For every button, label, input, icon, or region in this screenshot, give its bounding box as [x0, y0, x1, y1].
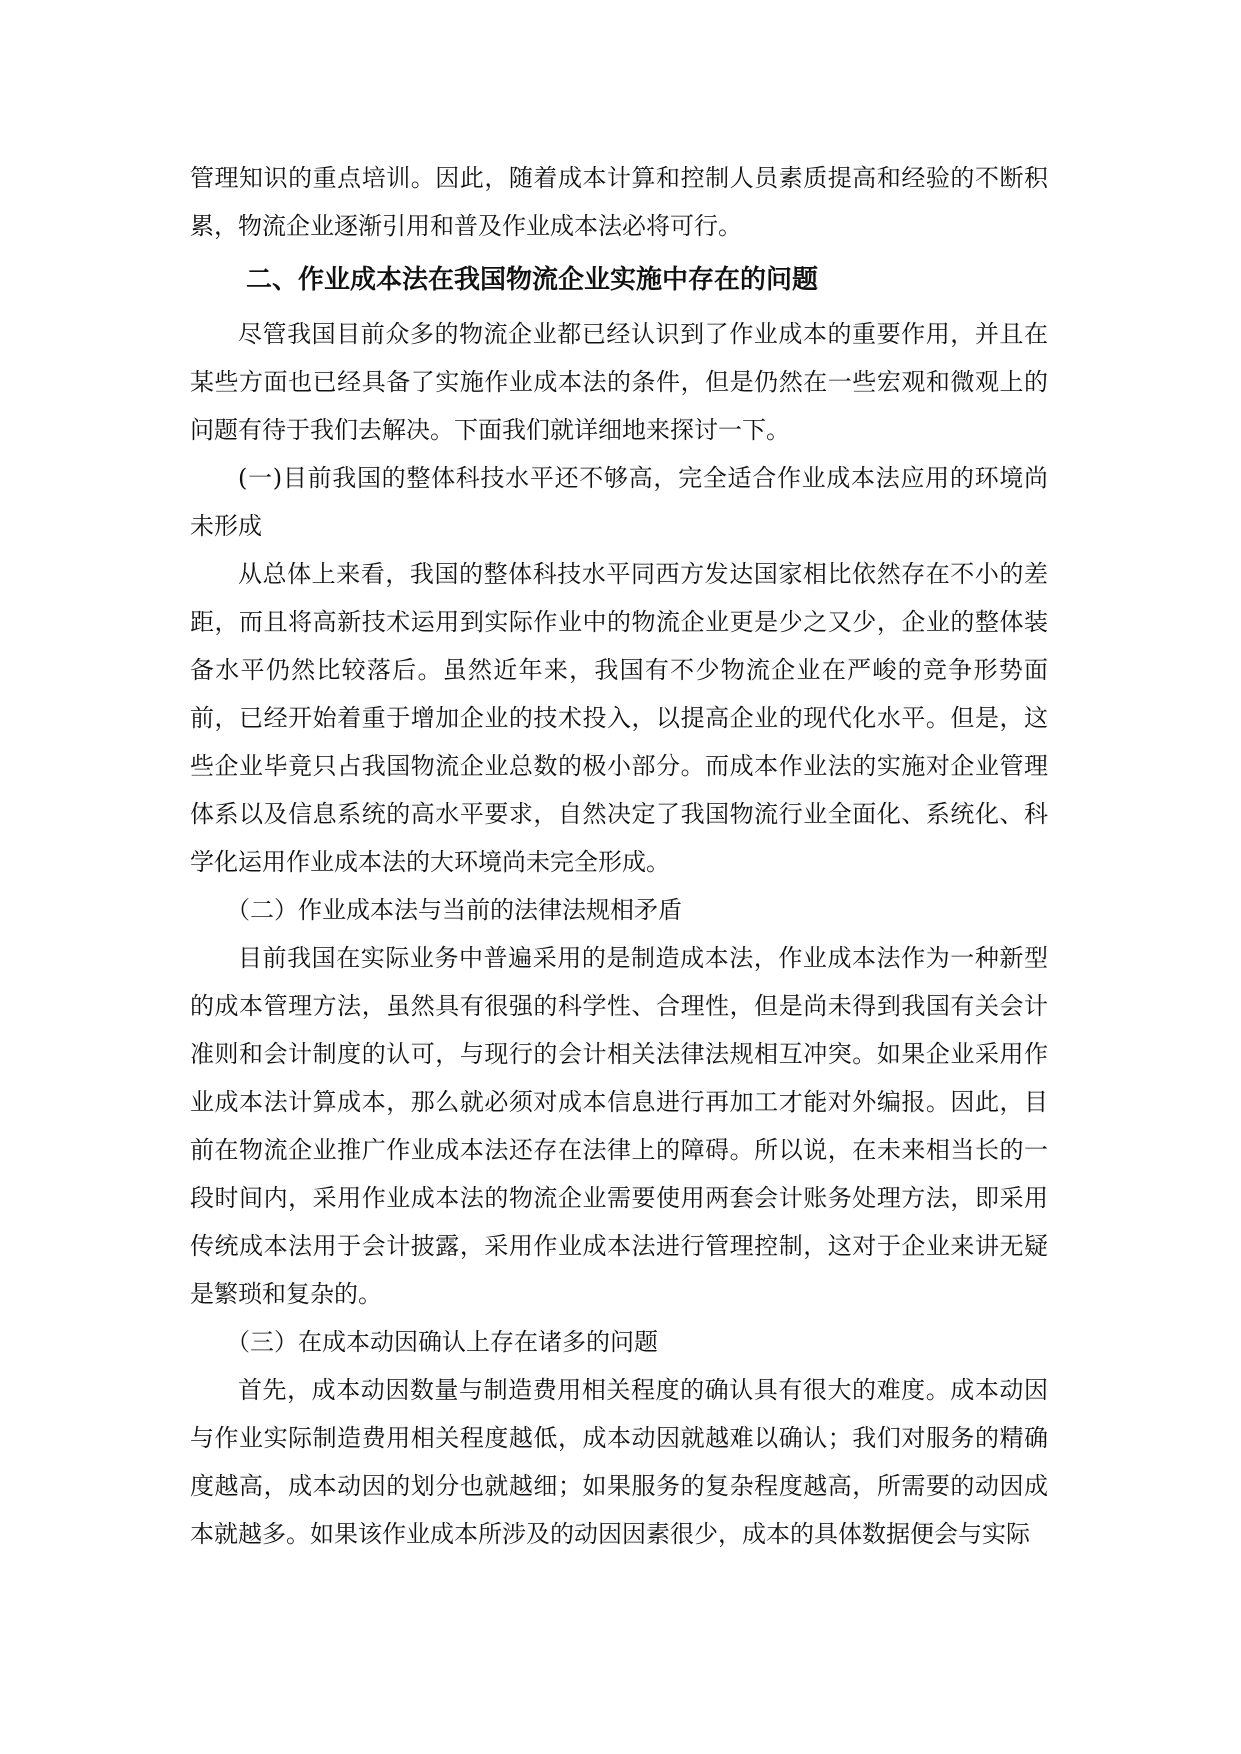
section-heading: 二、作业成本法在我国物流企业实施中存在的问题	[246, 265, 819, 295]
subsection-3-paragraph: 首先，成本动因数量与制造费用相关程度的确认具有很大的难度。成本动因与作业实际制造费用相关程度越低，成本动因就越难以确认；我们对服务的精确度越高，成本动因的划分也就越细；如果服务的复杂程度越高，所需要的动因成本就越多。如果该作业成本所涉及的动因因素很少，成本的具体数据便会与实际	[190, 1376, 1048, 1548]
continuation-paragraph: 管理知识的重点培训。因此，随着成本计算和控制人员素质提高和经验的不断积累，物流企业逐渐引用和普及作业成本法必将可行。	[190, 164, 1048, 240]
document-body	[190, 154, 1048, 1558]
intro-paragraph: 尽管我国目前众多的物流企业都已经认识到了作业成本的重要作用，并且在某些方面也已经具备了实施作业成本法的条件，但是仍然在一些宏观和微观上的问题有待于我们去解决。下面我们就详细地来探讨一下。	[190, 320, 1048, 444]
subsection-2-title: （二）作业成本法与当前的法律法规相矛盾	[226, 896, 682, 924]
subsection-3-title: （三）在成本动因确认上存在诸多的问题	[226, 1328, 658, 1356]
subsection-1-title: (一)目前我国的整体科技水平还不够高，完全适合作业成本法应用的环境尚未形成	[190, 464, 1048, 540]
subsection-2-paragraph: 目前我国在实际业务中普遍采用的是制造成本法，作业成本法作为一种新型的成本管理方法，虽然具有很强的科学性、合理性，但是尚未得到我国有关会计准则和会计制度的认可，与现行的会计相关法律法规相互冲突。如果企业采用作业成本法计算成本，那么就必须对成本信息进行再加工才能对外编报。因此，目前在物流企业推广作业成本法还存在法律上的障碍。所以说，在未来相当长的一段时间内，采用作业成本法的物流企业需要使用两套会计账务处理方法，即采用传统成本法用于会计披露，采用作业成本法进行管理控制，这对于企业来讲无疑是繁琐和复杂的。	[190, 944, 1048, 1308]
subsection-1-paragraph: 从总体上来看，我国的整体科技水平同西方发达国家相比依然存在不小的差距，而且将高新技术运用到实际作业中的物流企业更是少之又少，企业的整体装备水平仍然比较落后。虽然近年来，我国有不少物流企业在严峻的竞争形势面前，已经开始着重于增加企业的技术投入，以提高企业的现代化水平。但是，这些企业毕竟只占我国物流企业总数的极小部分。而成本作业法的实施对企业管理体系以及信息系统的高水平要求，自然决定了我国物流行业全面化、系统化、科学化运用作业成本法的大环境尚未完全形成。	[190, 560, 1048, 876]
